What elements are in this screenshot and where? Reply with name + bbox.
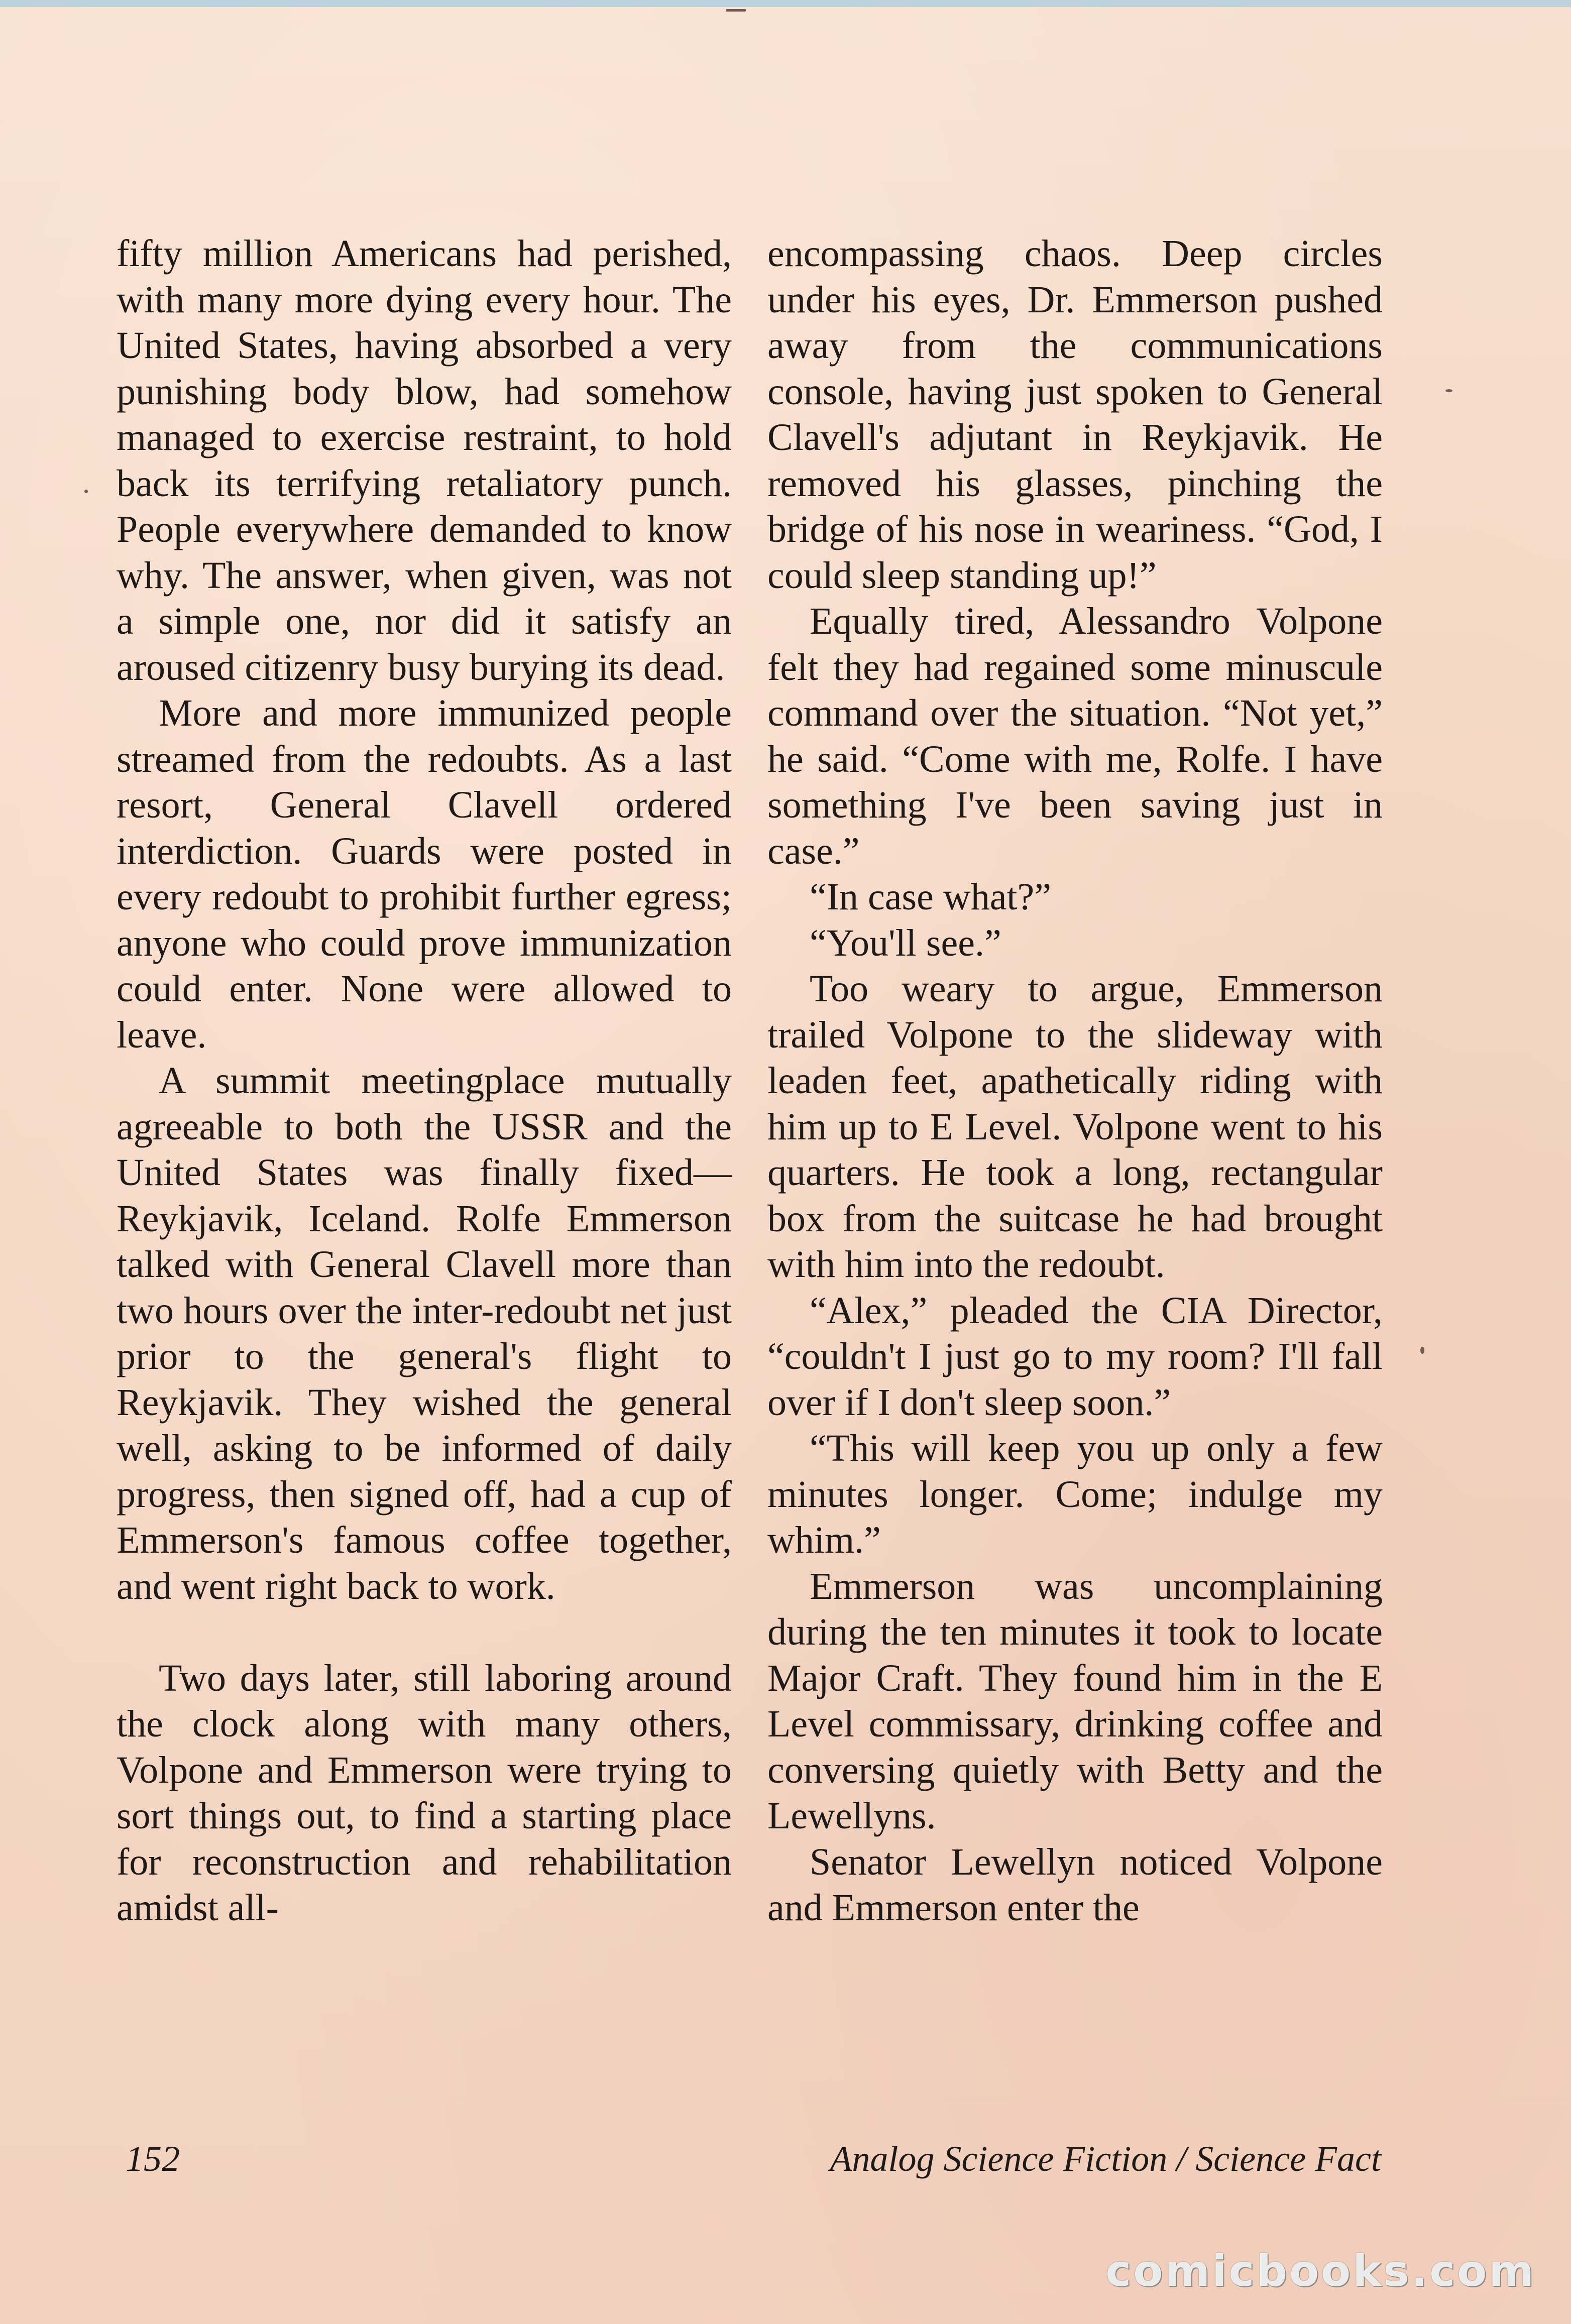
paragraph: A summit meetingplace mutually agreeable to both the USSR and the United States was finally fixed—Reykjavik, Iceland. Rolfe Emmerson talked with General Clavell more than two hours over the inter-redoubt net just prior to the general's flight to Reykjavik. They wished the general well, asking to be informed of daily progress, then signed off, had a cup of Emmerson's famous coffee together, and went right back to work. <box>117 1060 732 1607</box>
print-speck <box>84 490 88 493</box>
page-number: 152 <box>126 2139 180 2179</box>
dialogue-line: “In case what?” <box>810 876 1052 918</box>
paragraph: fifty million Americans had perished, with many more dying every hour. The United States, having absorbed a very punishing body blow, had somehow managed to exercise restraint, to hold back its terrifying retaliatory punch. People everywhere demanded to know why. The answer, when given, was not a simple one, nor did it satisfy an aroused citizenry busy burying its dead. <box>117 233 732 688</box>
print-speck <box>1445 389 1452 392</box>
section-break <box>117 1609 732 1656</box>
scan-top-edge <box>0 0 1571 7</box>
dialogue-line: “You'll see.” <box>810 921 1001 964</box>
paragraph: Senator Lewellyn noticed Volpone and Emmerson enter the <box>767 1840 1383 1929</box>
paragraph: “Alex,” pleaded the CIA Director, “couldn't I just go to my room? I'll fall over if I don't sleep soon.” <box>767 1289 1383 1424</box>
paragraph: Too weary to argue, Emmerson trailed Volpone to the slideway with leaden feet, apathetically riding with him up to E Level. Volpone went to his quarters. He took a long, rectangular box from the suitcase he had brought with him into the redoubt. <box>767 968 1383 1286</box>
paragraph: encompassing chaos. Deep circles under his eyes, Dr. Emmerson pushed away from the communications console, having just spoken to General Clavell's adjutant in Reykjavik. He removed his glasses, pinching the bridge of his nose in weariness. “God, I could sleep standing up!” <box>767 233 1383 597</box>
site-watermark: comicbooks.com <box>1105 2246 1536 2296</box>
paragraph: Emmerson was uncomplaining during the ten minutes it took to locate Major Craft. They found him in the E Level commissary, drinking coffee and conversing quietly with Betty and the Lewellyns. <box>767 1565 1383 1837</box>
paragraph: Two days later, still laboring around the clock along with many others, Volpone and Emmerson were trying to sort things out, to find a starting place for reconstruction and rehabilitation amidst all- <box>117 1657 732 1929</box>
paragraph: Equally tired, Alessandro Volpone felt they had regained some minuscule command over the situation. “Not yet,” he said. “Come with me, Rolfe. I have something I've been saving just in case.” <box>767 600 1383 872</box>
left-text-column <box>117 231 732 1931</box>
paragraph: “This will keep you up only a few minutes longer. Come; indulge my whim.” <box>767 1427 1383 1561</box>
right-text-column <box>767 231 1383 1931</box>
print-speck <box>726 9 746 12</box>
print-speck <box>1420 1347 1424 1354</box>
paragraph: More and more immunized people streamed from the redoubts. As a last resort, General Clavell ordered interdiction. Guards were posted in every redoubt to prohibit further egress; anyone who could prove immunization could enter. None were allowed to leave. <box>117 692 732 1056</box>
running-footer-magazine-title: Analog Science Fiction / Science Fact <box>830 2139 1381 2179</box>
